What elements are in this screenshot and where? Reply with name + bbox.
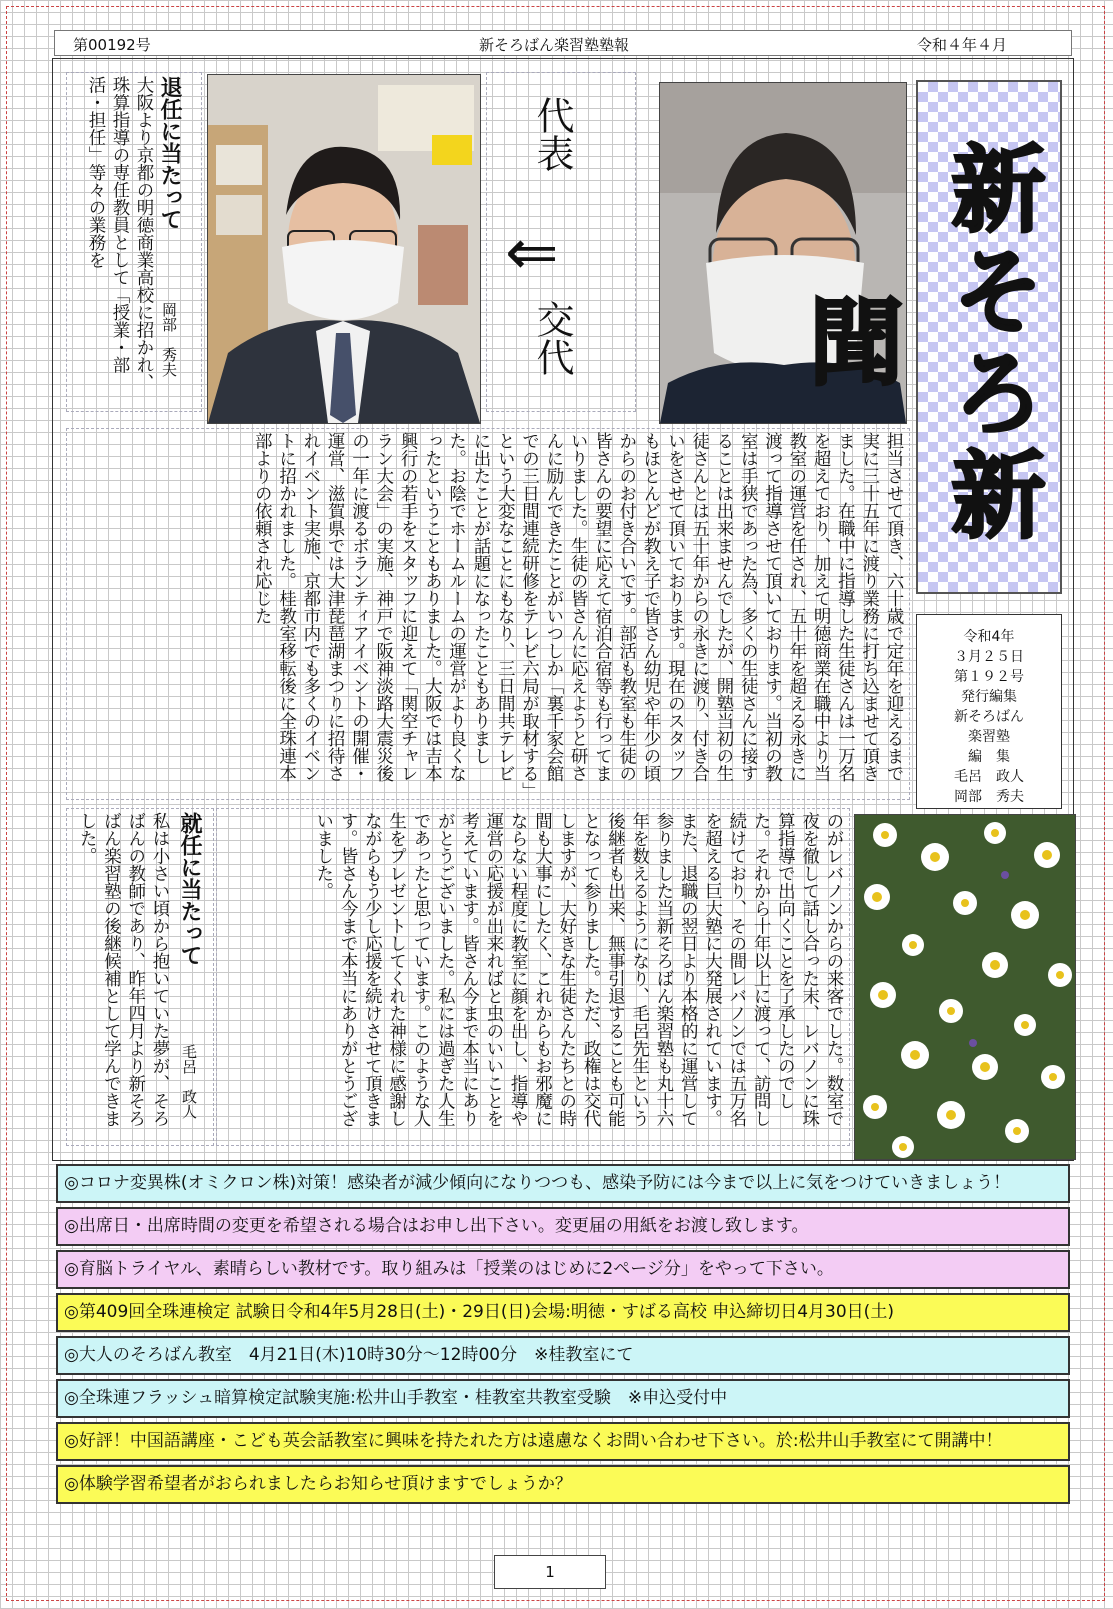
publication-info (916, 614, 1062, 809)
header-bar (54, 30, 1072, 56)
page-number: 1 (494, 1555, 606, 1589)
inauguration-author: 毛呂 政人 (180, 1044, 198, 1119)
info-line: 発行編集 (961, 689, 1017, 705)
newsletter-name: 新そろばん楽習塾塾報 (479, 36, 630, 54)
lebanon-text: のがレバノンからの来客でした。数室で夜を徹して話し合った末、レバノンに珠算指導で出向くことを了承したのでした。それから十年以上に渡って、訪問し続けており、その間レバノンでは五万名を超える巨大塾に大発展されています。また、退職の翌日より本格的に運営して参りました当新そろばん楽習塾も丸十六年を数えるようになり、毛呂先生という後継者も出来、無事引退することも可能となって参りました。ただ、政権は交代しますが、大好きな生徒さんたちとの時間も大事にしたく、これからもお邪魔にならない程度に教室に顔を出し、指導や運営の応援が出来ればと虫のいいことを考えています。皆さん今まで本当にありがとうございました。私には過ぎた人生であったと思っています。このような人生をプレゼントしてくれた神様に感謝しながらもう少し応援を続けさせて頂きます。皆さん今まで本当にありがとうございました。 (313, 812, 844, 1127)
notice-item: ◎コロナ変異株(オミクロン株)対策！感染者が減少傾向になりつつも、感染予防には今まで以上に気をつけていきましょう！ (56, 1164, 1070, 1203)
retirement-body-text: 担当させて頂き、六十歳で定年を迎えるまで実に三十五年に渡り業務に打ち込ませて頂きました。在職中に指導した生徒さんは一万名を超えており、加えて明徳商業在職中より当教室の運営を任され、五十年を超える永きに渡って指導させて頂いております。当初の教室は手狭であった為、多くの生徒さんに接することは出来ませんでしたが、開塾当初の生徒さんとは五十年からの永きに渡り、付き合いをさせて頂いております。現在のスタッフもほとんどが教え子で皆さん幼児や年少の頃からのお付き合いです。部活も教室も生徒の皆さんの要望に応えて宿泊合宿等も行ってまいりました。生徒の皆さんに応えようと研さんに励んできたことがいつしか「裏千家会館での三日間連続研修をテレビ六局が取材する」という大変なことにもなり、三日間共テレビに出たことが話題になったこともありました。お陰でホームルームの運営がより良くなったということもありました。大阪では吉本興行の若手をスタッフに迎えて「関空チャレラン大会」の実施、神戸で阪神淡路大震災後の一年に渡るボランティアイベントの開催・運営、滋賀県では大津琵琶湖まつりに招待されイベント実施、京都市内でも多くのイベントに招かれました。桂教室移転後に全珠連本部よりの依頼され応じた (252, 432, 904, 791)
masthead-title: 新そろ新聞 (793, 140, 1044, 548)
notice-item: ◎育脳トライヤル、素晴らしい教材です。取り組みは「授業のはじめに2ページ分」をやって下さい。 (56, 1250, 1070, 1289)
inauguration-heading: 就任に当たって (177, 812, 202, 966)
notice-item: ◎大人のそろばん教室 4月21日(木)10時30分～12時00分 ※桂教室にて (56, 1336, 1070, 1375)
info-line: 編 集 (968, 749, 1010, 765)
issue-date: 令和４年４月 (917, 36, 1008, 54)
photo-okabe (207, 74, 481, 424)
info-line: ３月２５日 (954, 649, 1024, 665)
info-line: 毛呂 政人 (954, 769, 1024, 785)
notice-item: ◎出席日・出席時間の変更を希望される場合はお申し出下さい。変更届の用紙をお渡し致します。 (56, 1207, 1070, 1246)
flower-photo (854, 814, 1076, 1160)
masthead (793, 80, 1062, 594)
info-line: 楽習塾 (968, 729, 1010, 745)
notice-item: ◎全珠連フラッシュ暗算検定試験実施:松井山手教室・桂教室共教室受験 ※申込受付中 (56, 1379, 1070, 1418)
info-line: 岡部 秀夫 (954, 789, 1024, 805)
rep-change-bottom: 交代 (530, 300, 574, 376)
info-line: 令和4年 (963, 629, 1015, 645)
inauguration-text: 私は小さい頃から抱いていた夢が、そろばんの教師であり、昨年四月より新そろばん楽習塾の後継候補として学んできました。 (77, 812, 170, 1127)
notice-item: ◎体験学習希望者がおられましたらお知らせ頂けますでしょうか？ (56, 1465, 1070, 1504)
notice-item: ◎第409回全珠連検定 試験日令和4年5月28日(土)・29日(日)会場:明徳・すばる高校 申込締切日4月30日(土) (56, 1293, 1070, 1332)
info-line: 第１９２号 (954, 669, 1024, 685)
rep-change-top: 代表 (530, 96, 574, 172)
retirement-heading: 退任に当たって (157, 76, 182, 230)
info-line: 新そろばん (954, 709, 1024, 725)
retirement-intro-text: 大阪より京都の明徳商業高校に招かれ、珠算指導の専任教員として「授業・部活・担任」等々の業務を (86, 76, 154, 391)
retirement-author: 岡部 秀夫 (160, 302, 178, 377)
rep-change-arrow: ⇐ (505, 216, 559, 290)
notice-item: ◎好評！中国語講座・こども英会話教室に興味を持たれた方は遠慮なくお問い合わせ下さい。於:松井山手教室にて開講中！ (56, 1422, 1070, 1461)
notice-list (56, 1164, 1070, 1508)
issue-number: 第00192号 (73, 36, 151, 54)
